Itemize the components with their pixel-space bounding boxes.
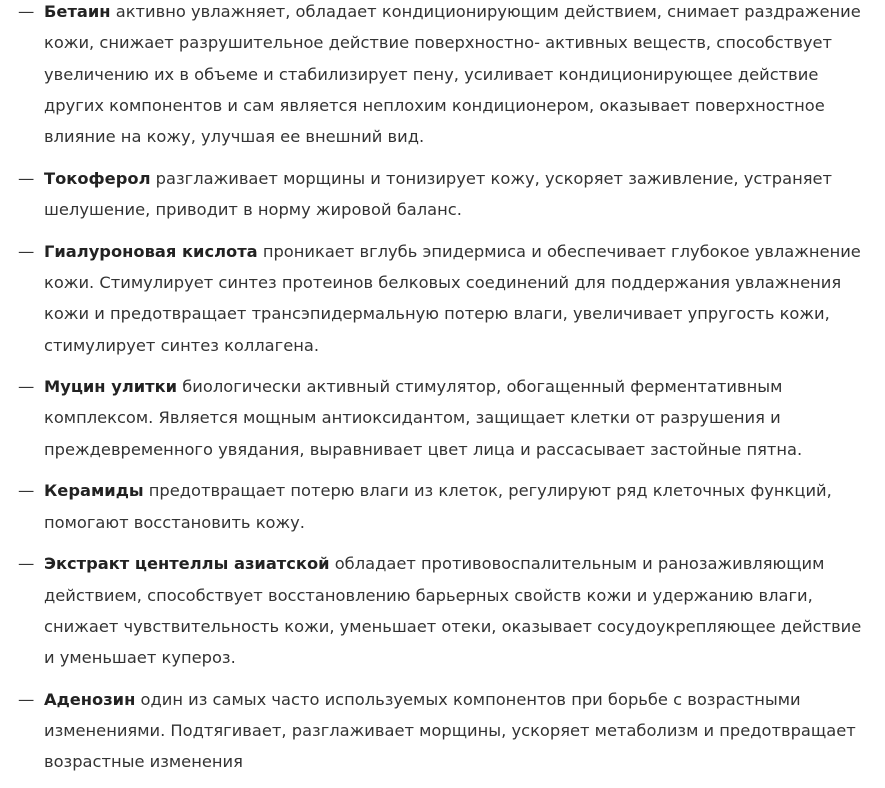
list-dash: — xyxy=(18,377,35,397)
list-dash: — xyxy=(18,689,35,709)
ingredient-description: биологически активный стимулятор, обогащенный ферментативным комплексом. Является мощным антиоксидантом, защищает клетки от разрушения и преждевременного увядания, выравнивает цвет лица и рассасывает застойные пятна. xyxy=(44,377,803,459)
ingredient-name: Муцин улитки xyxy=(44,377,178,397)
list-item xyxy=(0,0,870,152)
ingredient-description: предотвращает потерю влаги из клеток, регулируют ряд клеточных функций, помогают восстановить кожу. xyxy=(44,481,832,532)
list-item xyxy=(0,163,870,226)
ingredient-name: Аденозин xyxy=(44,689,136,709)
ingredient-name: Бетаин xyxy=(44,2,111,21)
list-dash: — xyxy=(18,481,35,501)
list-item xyxy=(0,684,870,778)
list-item xyxy=(0,475,870,538)
ingredient-description: проникает вглубь эпидермиса и обеспечивает глубокое увлажнение кожи. Стимулирует синтез протеинов белковых соединений для поддержания увлажнения кожи и предотвращает трансэпидермальную потерю влаги, увеличивает упругость кожи, стимулирует синтез коллагена. xyxy=(44,241,861,355)
ingredient-name: Гиалуроновая кислота xyxy=(44,241,258,261)
list-dash: — xyxy=(18,2,35,21)
list-item xyxy=(0,236,870,361)
list-dash: — xyxy=(18,241,35,261)
ingredient-name: Экстракт центеллы азиатской xyxy=(44,554,330,574)
ingredient-description: активно увлажняет, обладает кондиционирующим действием, снимает раздражение кожи, снижает разрушительное действие поверхностно- активных веществ, способствует увеличению их в объеме и стабилизирует пену, усиливает кондиционирующее действие других компонентов и сам является неплохим кондиционером, оказывает поверхностное влияние на кожу, улучшая ее внешний вид. xyxy=(44,2,861,147)
ingredient-name: Токоферол xyxy=(44,168,151,188)
list-dash: — xyxy=(18,168,35,188)
list-item xyxy=(0,371,870,465)
list-item xyxy=(0,548,870,673)
ingredient-description: один из самых часто используемых компонентов при борьбе с возрастными изменениями. Подтягивает, разглаживает морщины, ускоряет метаболизм и предотвращает возрастные изменения xyxy=(44,689,856,772)
list-dash: — xyxy=(18,554,35,574)
ingredient-description: обладает противовоспалительным и ранозаживляющим действием, способствует восстановлению барьерных свойств кожи и удержанию влаги, снижает чувствительность кожи, уменьшает отеки, оказывает сосудоукрепляющее действие и уменьшает купероз. xyxy=(44,554,862,668)
ingredient-description: разглаживает морщины и тонизирует кожу, ускоряет заживление, устраняет шелушение, приводит в норму жировой баланс. xyxy=(44,168,833,220)
ingredient-name: Керамиды xyxy=(44,481,144,501)
